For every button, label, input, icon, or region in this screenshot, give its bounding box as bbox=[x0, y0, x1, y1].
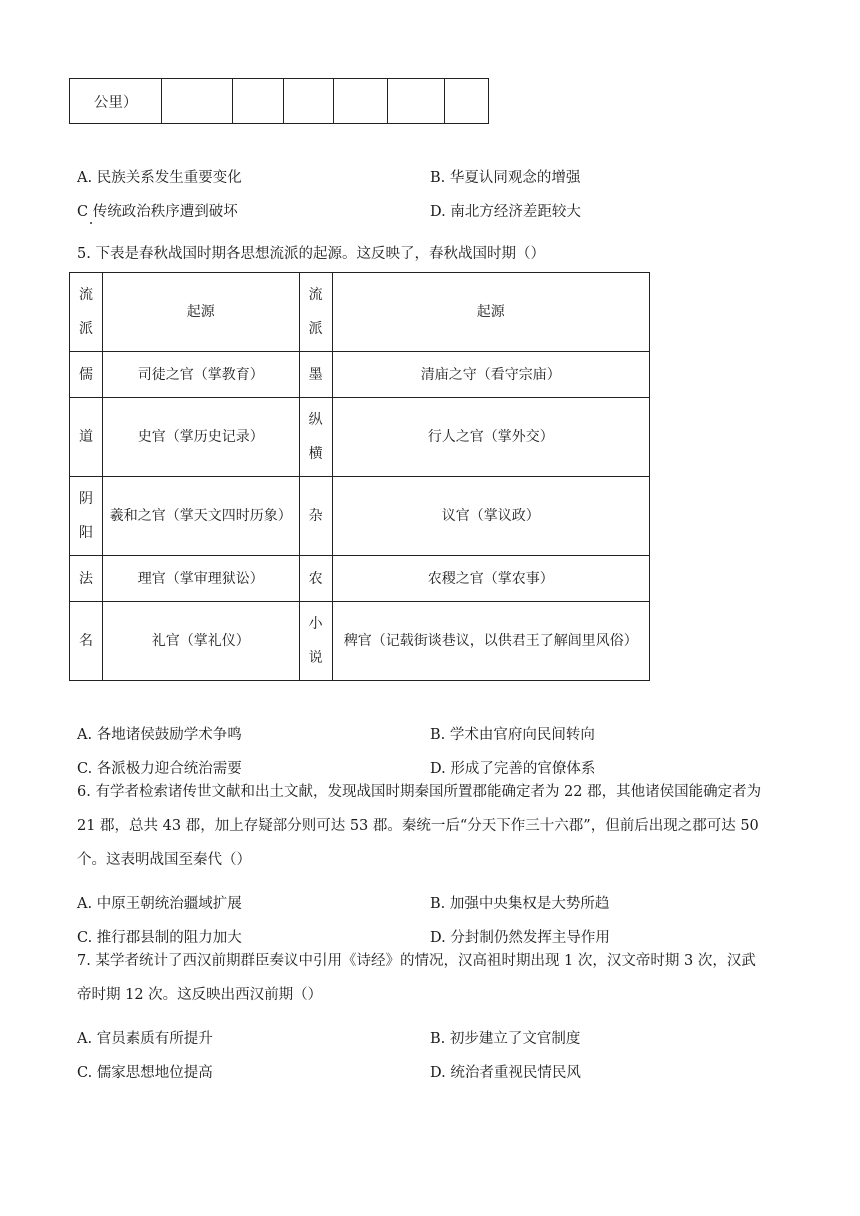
schools-origin-table bbox=[69, 272, 650, 681]
q4-option-c[interactable]: C 传统政治秩序遭到破坏 bbox=[77, 204, 238, 220]
school-name: 法 bbox=[70, 556, 103, 602]
school-name: 道 bbox=[70, 398, 103, 477]
q5-option-c[interactable]: C. 各派极力迎合统治需要 bbox=[77, 761, 242, 777]
q5-stem: 5. 下表是春秋战国时期各思想流派的起源。这反映了，春秋战国时期（） bbox=[77, 246, 545, 262]
header-school: 流 派 bbox=[299, 273, 332, 352]
q7-stem-line-1: 7. 某学者统计了西汉前期群臣奏议中引用《诗经》的情况，汉高祖时期出现 1 次，汉文帝时期 3 次，汉武 bbox=[77, 953, 756, 969]
school-name: 纵 横 bbox=[299, 398, 332, 477]
table-row bbox=[70, 79, 489, 124]
school-origin: 清庙之守（看守宗庙） bbox=[332, 352, 649, 398]
q4-option-b[interactable]: B. 华夏认同观念的增强 bbox=[430, 170, 581, 186]
q6-option-d[interactable]: D. 分封制仍然发挥主导作用 bbox=[430, 930, 610, 946]
q6-stem-line-3: 个。这表明战国至秦代（） bbox=[77, 852, 251, 868]
q6-option-c[interactable]: C. 推行郡县制的阻力加大 bbox=[77, 930, 242, 946]
table-row bbox=[70, 602, 650, 681]
q7-option-d[interactable]: D. 统治者重视民情民风 bbox=[430, 1065, 581, 1081]
school-name: 杂 bbox=[299, 477, 332, 556]
table-cell-empty bbox=[233, 79, 283, 124]
school-name: 阴 阳 bbox=[70, 477, 103, 556]
school-name: 小 说 bbox=[299, 602, 332, 681]
q5-option-a[interactable]: A. 各地诸侯鼓励学术争鸣 bbox=[77, 727, 242, 743]
table-row bbox=[70, 477, 650, 556]
table-cell-empty bbox=[162, 79, 233, 124]
stray-mark bbox=[90, 222, 92, 224]
q7-option-a[interactable]: A. 官员素质有所提升 bbox=[77, 1031, 213, 1047]
header-origin: 起源 bbox=[332, 273, 649, 352]
school-origin: 司徒之官（掌教育） bbox=[102, 352, 299, 398]
q7-stem-line-2: 帝时期 12 次。这反映出西汉前期（） bbox=[77, 987, 323, 1003]
q5-option-b[interactable]: B. 学术由官府向民间转向 bbox=[430, 727, 595, 743]
q6-option-b[interactable]: B. 加强中央集权是大势所趋 bbox=[430, 896, 610, 912]
school-name: 名 bbox=[70, 602, 103, 681]
school-origin: 行人之官（掌外交） bbox=[332, 398, 649, 477]
q4-option-d[interactable]: D. 南北方经济差距较大 bbox=[430, 204, 581, 220]
table-cell-empty bbox=[283, 79, 333, 124]
table-row bbox=[70, 556, 650, 602]
school-origin: 议官（掌议政） bbox=[332, 477, 649, 556]
table-row bbox=[70, 352, 650, 398]
q6-stem-line-1: 6. 有学者检索诸传世文献和出土文献，发现战国时期秦国所置郡能确定者为 22 郡，其他诸侯国能确定者为 bbox=[77, 784, 762, 800]
school-name: 农 bbox=[299, 556, 332, 602]
header-school: 流 派 bbox=[70, 273, 103, 352]
q6-stem-line-2: 21 郡，总共 43 郡，加上存疑部分则可达 53 郡。秦统一后“分天下作三十六郡”，但前后出现之郡可达 50 bbox=[77, 818, 759, 834]
school-name: 墨 bbox=[299, 352, 332, 398]
previous-question-table bbox=[69, 78, 489, 124]
q5-option-d[interactable]: D. 形成了完善的官僚体系 bbox=[430, 761, 596, 777]
q6-option-a[interactable]: A. 中原王朝统治疆域扩展 bbox=[77, 896, 242, 912]
table-cell-empty bbox=[333, 79, 387, 124]
table-cell-empty bbox=[388, 79, 444, 124]
school-origin: 农稷之官（掌农事） bbox=[332, 556, 649, 602]
table-header-row bbox=[70, 273, 650, 352]
header-origin: 起源 bbox=[102, 273, 299, 352]
q4-option-a[interactable]: A. 民族关系发生重要变化 bbox=[77, 170, 242, 186]
school-origin: 史官（掌历史记录） bbox=[102, 398, 299, 477]
table-cell-empty bbox=[444, 79, 488, 124]
q7-option-c[interactable]: C. 儒家思想地位提高 bbox=[77, 1065, 213, 1081]
q7-option-b[interactable]: B. 初步建立了文官制度 bbox=[430, 1031, 581, 1047]
school-origin: 羲和之官（掌天文四时历象） bbox=[102, 477, 299, 556]
table-row bbox=[70, 398, 650, 477]
school-origin: 礼官（掌礼仪） bbox=[102, 602, 299, 681]
school-origin: 稗官（记载街谈巷议，以供君王了解闾里风俗） bbox=[332, 602, 649, 681]
school-name: 儒 bbox=[70, 352, 103, 398]
school-origin: 理官（掌审理狱讼） bbox=[102, 556, 299, 602]
table-cell: 公里） bbox=[70, 79, 162, 124]
